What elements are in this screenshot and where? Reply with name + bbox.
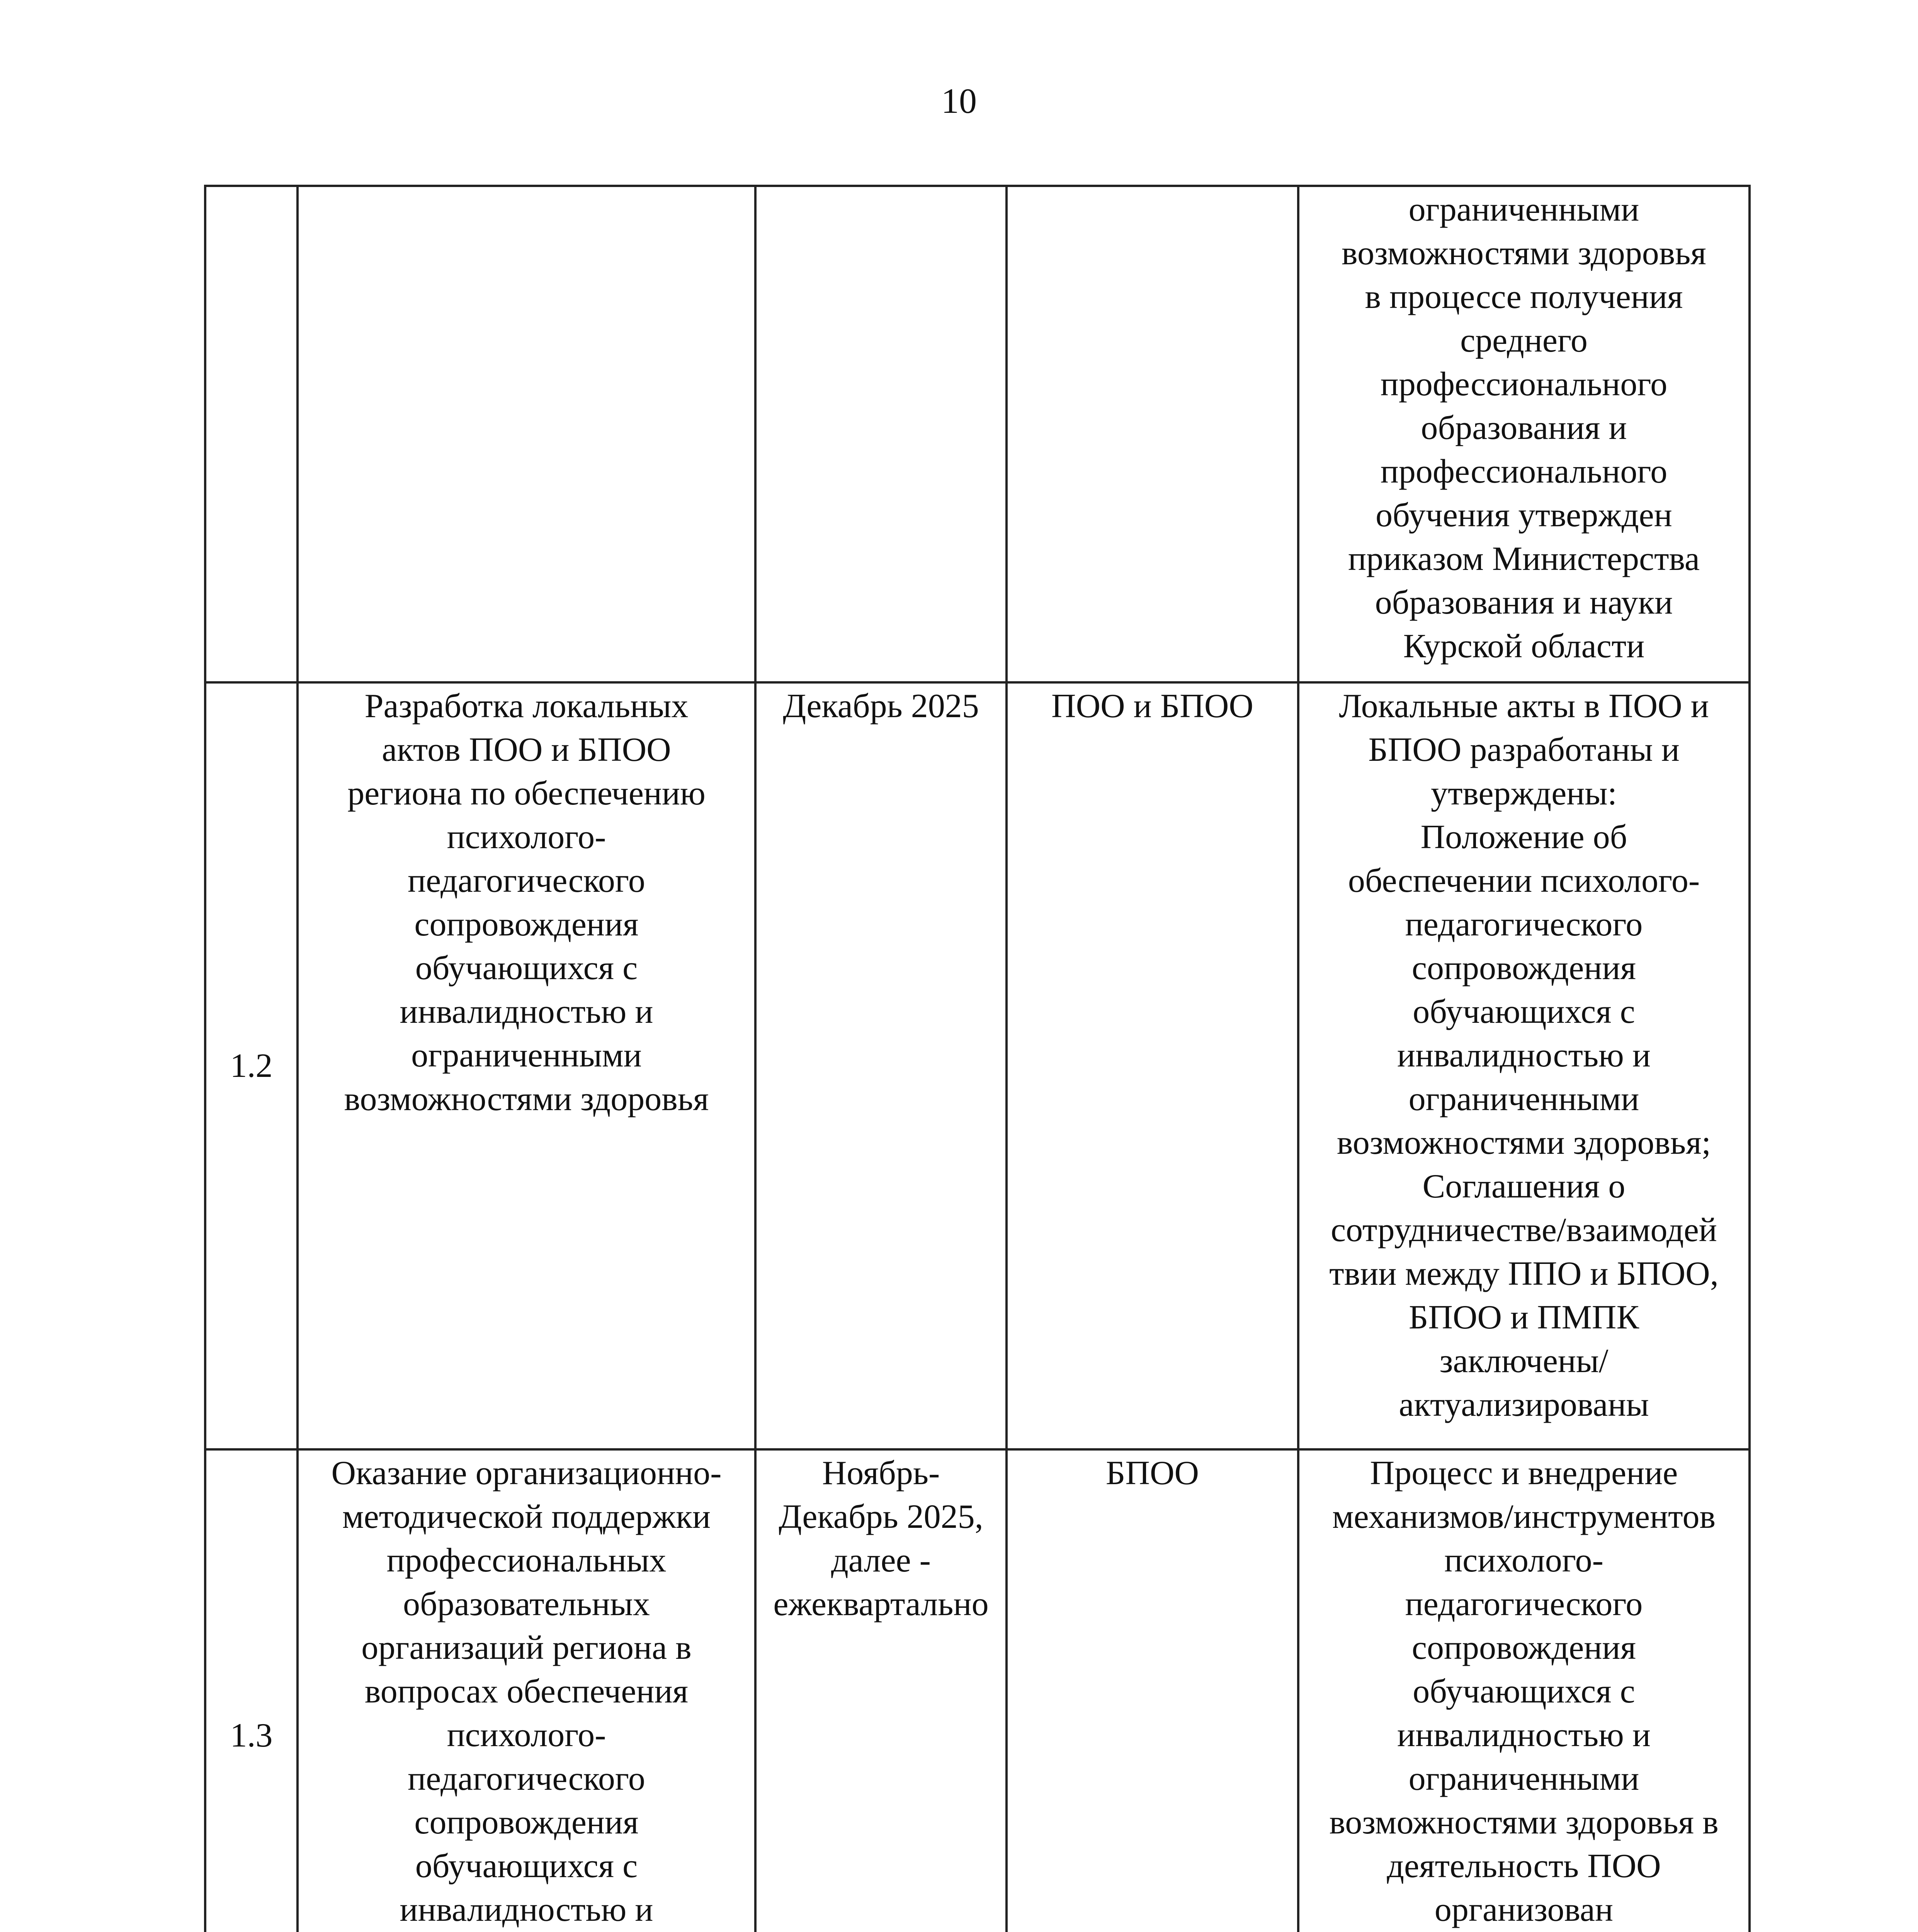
activity-cell-line: образовательных — [403, 1585, 650, 1623]
result-cell-line: сопровождения — [1411, 949, 1636, 987]
result-cell-line: обеспечении психолого- — [1348, 862, 1700, 900]
plan-table — [204, 185, 1751, 1932]
item-number: 1.3 — [205, 1449, 298, 1932]
result-cell-line: обучающихся с — [1413, 1673, 1635, 1710]
term-cell — [755, 186, 1007, 682]
table-row — [205, 682, 1750, 1449]
result-cell-line: ограниченными — [1408, 1760, 1639, 1798]
result-cell-line: возможностями здоровья; — [1336, 1124, 1711, 1162]
executor-cell-line: ПОО и БПОО — [1051, 687, 1253, 725]
activity-cell-line: Оказание организационно- — [331, 1454, 722, 1492]
term-cell-line: ежеквартально — [773, 1585, 989, 1623]
activity-cell-line: профессиональных — [386, 1542, 667, 1579]
activity-cell-line: педагогического — [408, 1760, 645, 1798]
executor-cell — [1007, 682, 1298, 1449]
result-cell-line: механизмов/инструментов — [1332, 1498, 1716, 1536]
activity-cell-line: актов ПОО и БПОО — [382, 731, 671, 769]
activity-cell-line: возможностями здоровья — [344, 1080, 709, 1118]
result-cell-line: актуализированы — [1399, 1386, 1649, 1423]
result-cell-line: инвалидностью и — [1397, 1037, 1651, 1074]
page-number: 10 — [941, 81, 977, 121]
result-cell-line: инвалидностью и — [1397, 1716, 1651, 1754]
activity-cell-line: психолого- — [447, 818, 606, 856]
result-cell-line: БПОО разработаны и — [1368, 731, 1680, 769]
activity-cell-line: вопросах обеспечения — [364, 1673, 689, 1710]
result-cell-line: Курской области — [1403, 628, 1645, 665]
executor-cell-line: БПОО — [1105, 1454, 1199, 1492]
term-cell — [755, 1449, 1007, 1932]
result-cell-line: возможностями здоровья в — [1329, 1804, 1719, 1841]
term-cell-line: Декабрь 2025, — [779, 1498, 983, 1536]
activity-cell-line: обучающихся с — [415, 949, 638, 987]
result-cell-line: утверждены: — [1431, 775, 1617, 812]
result-cell-line: профессионального — [1380, 453, 1668, 490]
activity-cell-line: инвалидностью и — [400, 1891, 653, 1929]
result-cell-line: психолого- — [1444, 1542, 1603, 1579]
result-cell-line: Локальные акты в ПОО и — [1339, 687, 1709, 725]
result-cell-line: ограниченными — [1408, 191, 1639, 228]
result-cell-line: обучающихся с — [1413, 993, 1635, 1031]
result-cell-line: Положение об — [1420, 818, 1627, 856]
item-number: 1.2 — [205, 682, 298, 1449]
activity-cell — [298, 682, 755, 1449]
result-cell-line: приказом Министерства — [1348, 540, 1700, 578]
activity-cell-line: сопровождения — [414, 1804, 639, 1841]
activity-cell-line: Разработка локальных — [364, 687, 689, 725]
result-cell — [1298, 1449, 1750, 1932]
activity-cell — [298, 186, 755, 682]
activity-cell-line: ограниченными — [411, 1037, 642, 1074]
result-cell-line: ограниченными — [1408, 1080, 1639, 1118]
result-cell-line: возможностями здоровья — [1342, 235, 1706, 272]
result-cell-line: образования и — [1421, 409, 1627, 447]
result-cell — [1298, 186, 1750, 682]
activity-cell-line: педагогического — [408, 862, 645, 900]
result-cell-line: заключены/ — [1439, 1342, 1609, 1380]
activity-cell-line: организаций региона в — [361, 1629, 692, 1667]
result-cell-line: сопровождения — [1411, 1629, 1636, 1667]
result-cell-line: профессионального — [1380, 366, 1668, 403]
table-row — [205, 186, 1750, 682]
result-cell-line: твии между ППО и БПОО, — [1329, 1255, 1719, 1293]
term-cell-line: Декабрь 2025 — [783, 687, 979, 725]
activity-cell-line: обучающихся с — [415, 1847, 638, 1885]
result-cell-line: в процессе получения — [1365, 278, 1683, 316]
result-cell-line: обучения утвержден — [1376, 497, 1672, 534]
result-cell-line: организован — [1434, 1891, 1614, 1929]
item-number — [205, 186, 298, 682]
term-cell-line: далее - — [831, 1542, 931, 1579]
result-cell-line: Процесс и внедрение — [1370, 1454, 1678, 1492]
activity-cell — [298, 1449, 755, 1932]
activity-cell-line: инвалидностью и — [400, 993, 653, 1031]
executor-cell — [1007, 1449, 1298, 1932]
result-cell-line: образования и науки — [1375, 584, 1673, 621]
result-cell-line: среднего — [1460, 322, 1588, 359]
executor-cell — [1007, 186, 1298, 682]
result-cell-line: Соглашения о — [1422, 1168, 1626, 1205]
result-cell-line: деятельность ПОО — [1387, 1847, 1661, 1885]
result-cell-line: педагогического — [1405, 1585, 1643, 1623]
table-row — [205, 1449, 1750, 1932]
result-cell-line: сотрудничестве/взаимодей — [1331, 1211, 1717, 1249]
term-cell-line: Ноябрь- — [822, 1454, 940, 1492]
result-cell — [1298, 682, 1750, 1449]
activity-cell-line: региона по обеспечению — [347, 775, 706, 812]
activity-cell-line: методической поддержки — [342, 1498, 711, 1536]
result-cell-line: педагогического — [1405, 906, 1643, 943]
result-cell-line: БПОО и ПМПК — [1408, 1299, 1639, 1336]
term-cell — [755, 682, 1007, 1449]
activity-cell-line: сопровождения — [414, 906, 639, 943]
activity-cell-line: психолого- — [447, 1716, 606, 1754]
